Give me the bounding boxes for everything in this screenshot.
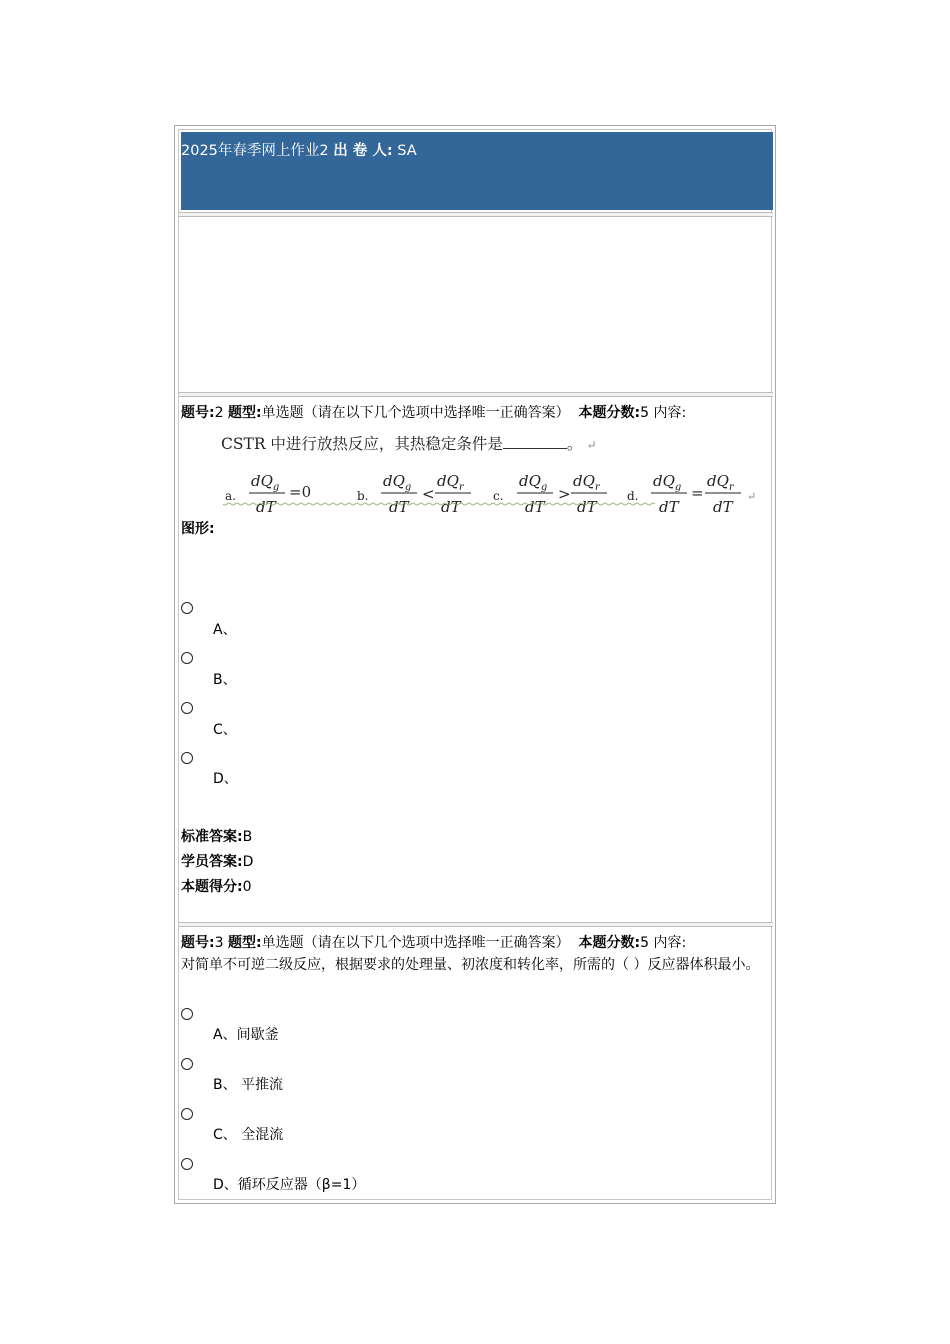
author-name: SA [397,143,417,159]
fraction-numerator: $dQ_r$ [707,472,734,493]
option-b-radio[interactable] [181,1058,193,1070]
student-answer: 学员答案:D [181,854,254,870]
question-score: 本题得分:0 [181,879,252,895]
figure-label: 图形: [181,521,215,537]
option-c-label: C、 [213,722,237,738]
option-d-radio[interactable] [181,752,193,764]
question-text: 对简单不可逆二级反应，根据要求的处理量、初浓度和转化率，所需的（ ）反应器体积最小。 [181,957,760,973]
assignment-frame [178,129,772,1200]
answer-blank [503,434,567,449]
fraction-numerator: $dQ_g$ [653,472,682,493]
fraction-numerator: $dQ_g$ [251,472,280,493]
paragraph-mark-icon: ↵ [586,438,597,452]
standard-answer: 标准答案:B [181,829,253,845]
fraction-denominator: dT [256,498,276,516]
option-b-label: B、 平推流 [213,1077,284,1093]
section-divider [179,922,773,927]
assignment-title: 2025年春季网上作业2 [181,143,329,159]
option-b-label: B、 [213,672,237,688]
option-a-label: A、间歇釜 [213,1027,279,1043]
fraction-denominator: dT [713,498,733,516]
option-c-letter: c. [493,489,504,503]
option-d-label: D、循环反应器（β=1） [213,1177,366,1193]
author-label: 出 卷 人: [333,143,393,159]
option-b-letter: b. [357,489,369,503]
fraction-denominator: dT [577,498,597,516]
option-a-relation: =0 [289,483,312,501]
option-a-radio[interactable] [181,602,193,614]
option-a-label: A、 [213,622,237,638]
formula-options-image [219,466,779,522]
option-c-radio[interactable] [181,1108,193,1120]
fraction-denominator: dT [441,498,461,516]
fraction-numerator: $dQ_r$ [573,472,600,493]
assignment-sheet [174,125,776,1204]
option-d-radio[interactable] [181,1158,193,1170]
option-d-label: D、 [213,771,238,787]
fraction-numerator: $dQ_r$ [437,472,464,493]
fraction-numerator: $dQ_g$ [519,472,548,493]
option-c-label: C、 全混流 [213,1127,284,1143]
question-header: 题号:3 题型:单选题（请在以下几个选项中选择唯一正确答案） 本题分数:5 内容: [181,935,687,951]
option-d-letter: d. [627,489,639,503]
option-c-relation: > [558,485,571,503]
fraction-denominator: dT [659,498,679,516]
question-content: CSTR 中进行放热反应，其热稳定条件是 。 ↵ [221,435,597,453]
option-d-relation: = [691,484,704,502]
paragraph-mark-icon: ↵ [747,490,757,503]
fraction-numerator: $dQ_g$ [383,472,412,493]
section-divider [179,212,773,217]
option-c-radio[interactable] [181,702,193,714]
option-b-relation: < [422,485,435,503]
option-a-radio[interactable] [181,1008,193,1020]
question-header: 题号:2 题型:单选题（请在以下几个选项中选择唯一正确答案） 本题分数:5 内容: [181,405,687,421]
fraction-denominator: dT [389,498,409,516]
option-a-letter: a. [225,489,236,503]
assignment-header [181,132,773,210]
fraction-denominator: dT [525,498,545,516]
option-b-radio[interactable] [181,652,193,664]
section-divider [179,392,773,397]
